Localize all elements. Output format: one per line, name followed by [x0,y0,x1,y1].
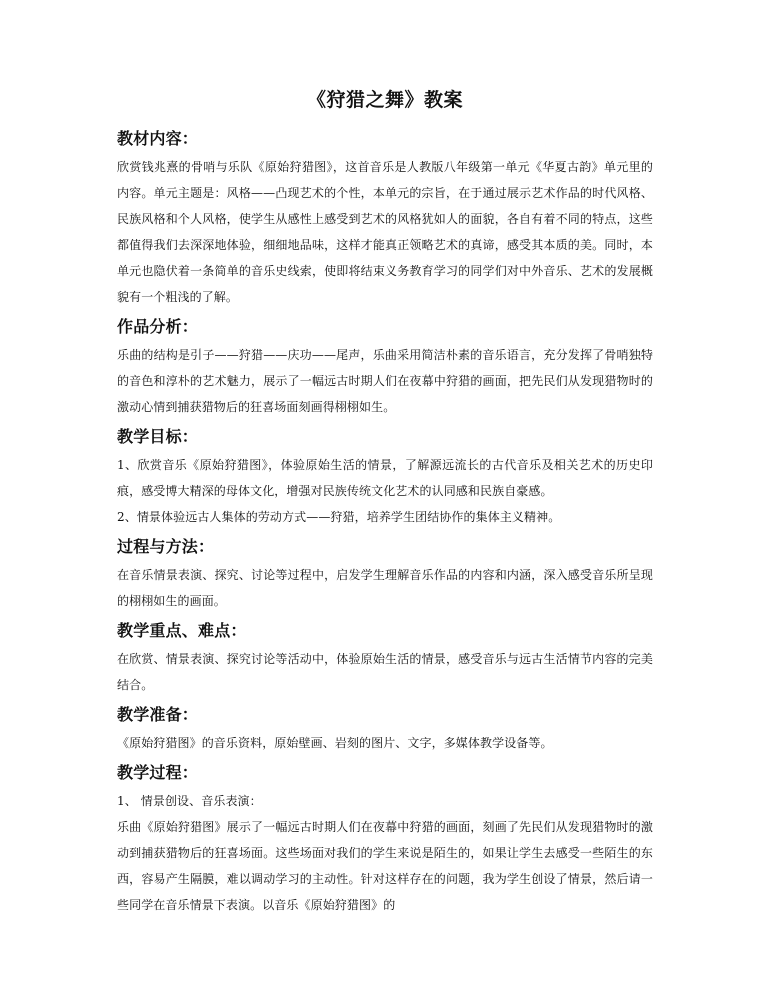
document-title: 《狩猎之舞》教案 [306,89,463,111]
section-heading: 教材内容： [117,129,199,148]
section-teaching-preparation [117,700,653,756]
paragraph: 乐曲《原始狩猎图》展示了一幅远古时期人们在夜幕中狩猎的画面，刻画了先民们从发现猎物时的激动到捕获猎物后的狂喜场面。这些场面对我们的学生来说是陌生的，如果让学生去感受一些陌生的东西，容易产生隔膜，难以调动学习的主动性。针对这样存在的问题，我为学生创设了情景，然后请一些同学在音乐情景下表演。以音乐《原始狩猎图》的 [117,820,653,912]
paragraph: 《原始狩猎图》的音乐资料，原始壁画、岩刻的图片、文字，多媒体教学设备等。 [117,736,553,750]
paragraph: 在音乐情景表演、探究、讨论等过程中，启发学生理解音乐作品的内容和内涵，深入感受音乐所呈现的栩栩如生的画面。 [117,568,653,608]
section-process-methods [117,532,653,614]
paragraph: 1、欣赏音乐《原始狩猎图》，体验原始生活的情景，了解源远流长的古代音乐及相关艺术的历史印痕，感受博大精深的母体文化，增强对民族传统文化艺术的认同感和民族自豪感。 [117,458,653,498]
section-heading: 教学准备： [117,705,199,724]
paragraph: 2、情景体验远古人集体的劳动方式——狩猎，培养学生团结协作的集体主义精神。 [117,510,561,524]
section-teaching-process [117,758,653,918]
section-heading: 教学重点、难点： [117,621,247,640]
section-teaching-content [117,124,653,310]
section-heading: 过程与方法： [117,537,215,556]
section-work-analysis [117,312,653,420]
document-content [117,82,653,920]
section-heading: 教学过程： [117,763,199,782]
section-key-difficult-points [117,616,653,698]
section-heading: 教学目标： [117,427,199,446]
paragraph: 乐曲的结构是引子——狩猎——庆功——尾声，乐曲采用简洁朴素的音乐语言，充分发挥了骨哨独特的音色和淳朴的艺术魅力，展示了一幅远古时期人们在夜幕中狩猎的画面，把先民们从发现猎物时的激动心情到捕获猎物后的狂喜场面刻画得栩栩如生。 [117,348,653,414]
paragraph: 1、 情景创设、音乐表演： [117,794,262,808]
section-teaching-goals [117,422,653,530]
paragraph: 在欣赏、情景表演、探究讨论等活动中，体验原始生活的情景，感受音乐与远古生活情节内容的完美结合。 [117,652,653,692]
section-heading: 作品分析： [117,317,199,336]
paragraph: 欣赏钱兆熹的骨哨与乐队《原始狩猎图》，这首音乐是人教版八年级第一单元《华夏古韵》单元里的内容。单元主题是：风格——凸现艺术的个性，本单元的宗旨，在于通过展示艺术作品的时代风格、民族风格和个人风格，使学生从感性上感受到艺术的风格犹如人的面貌，各自有着不同的特点，这些都值得我们去深深地体验，细细地品味，这样才能真正领略艺术的真谛，感受其本质的美。同时，本单元也隐伏着一条简单的音乐史线索，使即将结束义务教育学习的同学们对中外音乐、艺术的发展概貌有一个粗浅的了解。 [117,160,653,304]
